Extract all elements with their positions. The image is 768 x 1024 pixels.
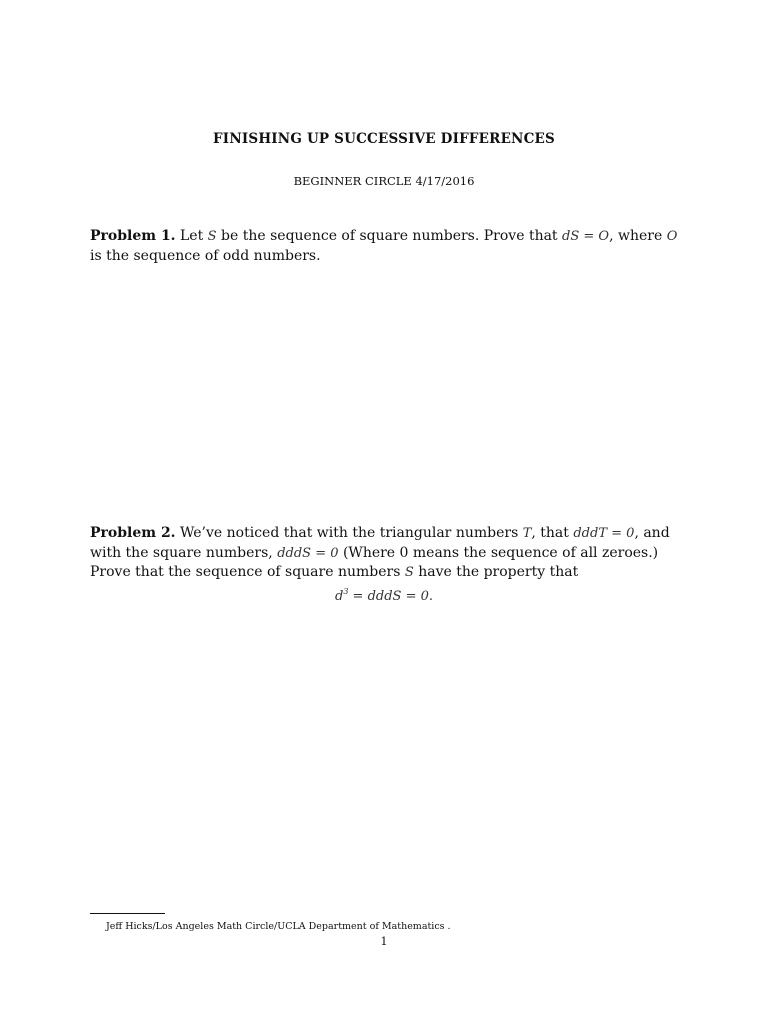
problem-2 — [90, 524, 680, 583]
problem-1-text: Let — [175, 228, 208, 244]
problem-1-text: is the sequence of odd numbers. — [90, 247, 321, 264]
problem-2-math: S — [404, 565, 414, 580]
document-title: FINISHING UP SUCCESSIVE DIFFERENCES — [213, 131, 555, 147]
footnote: Jeff Hicks/Los Angeles Math Circle/UCLA Department of Mathematics . — [106, 921, 451, 932]
problem-1-math: O — [666, 229, 678, 244]
problem-2-text: We’ve noticed that with the triangular numbers — [175, 525, 523, 541]
problem-2-math: T — [522, 526, 532, 541]
problem-2-math: dddS = 0 — [277, 545, 339, 561]
problem-1-math: S — [207, 229, 217, 244]
problem-2-text: (Where 0 means the sequence of all zeroes.) Prove that the sequence of square numbers — [90, 544, 659, 580]
problem-2-text: , that — [531, 525, 574, 541]
display-equation-base: d — [334, 589, 344, 604]
display-equation-exponent: 3 — [343, 587, 349, 596]
problem-2-label: Problem 2. — [90, 525, 176, 541]
problem-1-text: , where — [609, 228, 667, 244]
problem-1-label: Problem 1. — [90, 228, 176, 244]
display-equation-rest: = dddS = 0. — [348, 589, 433, 604]
problem-2-text: have the property that — [413, 564, 579, 580]
problem-2-text: , and with the square numbers, — [90, 525, 670, 561]
problem-2-math: dddT = 0 — [573, 526, 635, 541]
footnote-rule — [90, 913, 165, 914]
problem-2-display-equation — [0, 587, 768, 604]
problem-1-text: be the sequence of square numbers. Prove that — [216, 228, 563, 244]
problem-1 — [90, 227, 680, 265]
problem-1-math: dS = O — [562, 229, 610, 244]
page-number: 1 — [380, 935, 388, 948]
document-subtitle: BEGINNER CIRCLE 4/17/2016 — [293, 174, 475, 188]
